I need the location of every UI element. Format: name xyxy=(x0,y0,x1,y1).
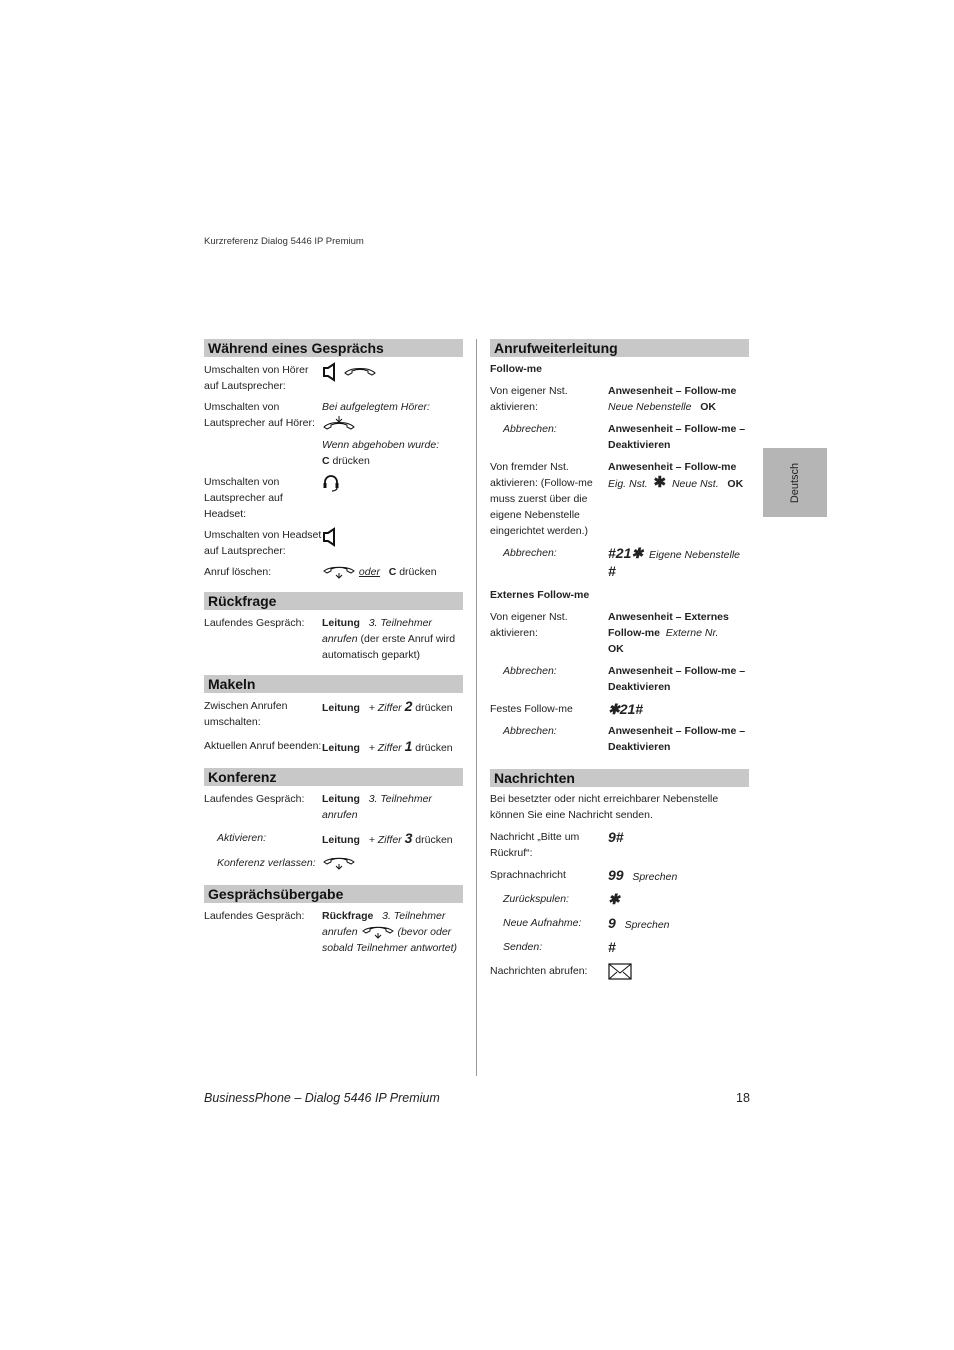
right-column xyxy=(490,339,749,980)
row-note: Bei aufgelegtem Hörer: xyxy=(322,401,430,413)
row-label: Abbrechen: xyxy=(503,547,557,559)
section-title: Rückfrage xyxy=(204,592,463,610)
code-keys: #21✱ xyxy=(608,545,644,561)
row-label: Festes Follow-me xyxy=(490,703,573,715)
digit-key: 2 xyxy=(404,698,413,715)
row-label: Zwischen Anrufen umschalten: xyxy=(204,700,288,729)
row-label: Umschalten von Lautsprecher auf Hörer: xyxy=(204,401,315,429)
row-label: Laufendes Gespräch: xyxy=(204,793,305,806)
list-item xyxy=(204,527,463,559)
list-item xyxy=(204,791,463,823)
key-label: C xyxy=(388,566,397,579)
row-label: Nachrichten abrufen: xyxy=(490,965,588,977)
row-note: 3. Teilnehmer anrufen xyxy=(322,910,446,939)
ok-key: OK xyxy=(727,478,744,490)
list-item xyxy=(490,459,749,539)
row-label: Abbrechen: xyxy=(503,423,557,435)
row-note: 3. Teilnehmer anrufen xyxy=(322,793,432,822)
code-keys: # xyxy=(608,939,616,955)
speaker-icon xyxy=(322,527,340,547)
left-column xyxy=(204,339,463,956)
row-label: Anruf löschen: xyxy=(204,566,272,579)
key-label: Anwesenheit – Externes Follow-me xyxy=(608,611,729,639)
key-label: Anwesenheit – Follow-me – Deaktivieren xyxy=(608,665,746,693)
handset-icon xyxy=(322,415,356,431)
speaker-icon xyxy=(322,362,340,382)
list-item xyxy=(204,855,463,871)
row-label: Aktivieren: xyxy=(217,832,267,845)
star-key: ✱ xyxy=(653,474,667,491)
row-text: drücken xyxy=(412,834,453,847)
list-item xyxy=(204,908,463,956)
hash-key: # xyxy=(608,563,616,579)
list-item xyxy=(204,362,463,394)
section-title: Während eines Gesprächs xyxy=(204,339,463,357)
list-item xyxy=(490,915,749,933)
subsection-title: Follow-me xyxy=(490,363,542,375)
row-label: Laufendes Gespräch: xyxy=(204,617,305,630)
digit-key: 3 xyxy=(404,830,413,847)
row-label: Senden: xyxy=(503,941,543,953)
row-label: Von fremder Nst. aktivieren: (Follow-me muss zuerst über die eigene Nebenstelle eingerichtet werden.) xyxy=(490,461,593,537)
or-text: oder xyxy=(358,566,380,579)
footer-title xyxy=(204,1091,440,1105)
code-keys: ✱ xyxy=(608,891,620,907)
list-item xyxy=(490,609,749,657)
language-tab xyxy=(763,448,827,517)
row-note: Externe Nr. xyxy=(665,627,719,639)
list-item xyxy=(490,939,749,957)
list-item xyxy=(490,663,749,695)
row-label: Von eigener Nst. aktivieren: xyxy=(490,385,568,413)
subsection-title: Externes Follow-me xyxy=(490,589,590,601)
row-note: Sprechen xyxy=(632,871,678,883)
digit-key: 1 xyxy=(404,738,413,755)
page-number: 18 xyxy=(736,1091,750,1105)
row-text: drücken xyxy=(329,455,370,468)
section-title: Gesprächsübergabe xyxy=(204,885,463,903)
key-label: Leitung xyxy=(322,793,360,806)
key-label: Anwesenheit – Follow-me xyxy=(608,461,737,473)
row-note: + Ziffer xyxy=(368,702,402,715)
list-item xyxy=(490,383,749,415)
row-note: + Ziffer xyxy=(368,742,402,755)
row-note: Wenn abgehoben wurde: xyxy=(322,439,440,452)
row-note: Eigene Nebenstelle xyxy=(648,549,741,561)
row-label: Konferenz verlassen: xyxy=(217,857,316,870)
list-item xyxy=(490,701,749,719)
row-label: Nachricht „Bitte um Rückruf“: xyxy=(490,831,580,859)
handset-icon xyxy=(322,856,356,870)
running-header: Kurzreferenz Dialog 5446 IP Premium xyxy=(204,236,364,247)
ok-key: OK xyxy=(700,401,716,413)
row-label: Laufendes Gespräch: xyxy=(204,910,305,923)
row-label: Umschalten von Lautsprecher auf Headset: xyxy=(204,476,283,521)
column-divider xyxy=(476,339,477,1076)
list-item xyxy=(490,829,749,861)
section-intro: Bei besetzter oder nicht erreichbarer Nebenstelle können Sie eine Nachricht senden. xyxy=(490,793,719,821)
section-title: Anrufweiterleitung xyxy=(490,339,749,357)
footer-title-text: BusinessPhone – Dialog 5446 IP Premium xyxy=(204,1091,440,1105)
key-label: Leitung xyxy=(322,742,360,755)
list-item xyxy=(204,698,463,730)
list-item xyxy=(204,399,463,469)
row-note: Neue Nebenstelle xyxy=(608,401,692,413)
row-text: drücken xyxy=(412,742,453,755)
list-item xyxy=(490,545,749,581)
handset-icon xyxy=(361,925,395,939)
handset-icon xyxy=(322,565,356,579)
row-text: (der erste Anruf wird automatisch geparkt) xyxy=(322,633,456,662)
row-label: Aktuellen Anruf beenden: xyxy=(204,740,322,753)
code-keys: ✱21# xyxy=(608,701,644,717)
row-note: Neue Nst. xyxy=(671,478,719,490)
list-item xyxy=(490,421,749,453)
row-note: (bevor oder sobald Teilnehmer antwortet) xyxy=(322,926,458,955)
list-item xyxy=(204,830,463,848)
key-label: Leitung xyxy=(322,702,360,715)
code-keys: 9# xyxy=(608,829,624,845)
key-label: Leitung xyxy=(322,617,360,630)
list-item xyxy=(490,891,749,909)
handset-icon xyxy=(343,365,377,379)
key-label: Anwesenheit – Follow-me – Deaktivieren xyxy=(608,725,746,753)
language-tab-label: Deutsch xyxy=(789,462,801,503)
row-label: Abbrechen: xyxy=(503,665,557,677)
list-item xyxy=(490,963,749,980)
headset-icon xyxy=(322,474,340,492)
section-title: Nachrichten xyxy=(490,769,749,787)
row-label: Umschalten von Hörer auf Lautsprecher: xyxy=(204,364,309,392)
row-label: Umschalten von Headset auf Lautsprecher: xyxy=(204,529,322,558)
row-label: Von eigener Nst. aktivieren: xyxy=(490,611,568,639)
row-label: Abbrechen: xyxy=(503,725,557,737)
row-note: Eig. Nst. xyxy=(608,478,648,490)
key-label: Anwesenheit – Follow-me – Deaktivieren xyxy=(608,423,746,451)
list-item xyxy=(204,738,463,756)
envelope-icon xyxy=(608,963,632,980)
row-note: Sprechen xyxy=(624,919,670,931)
row-note: + Ziffer xyxy=(368,834,402,847)
ok-key: OK xyxy=(608,643,624,655)
key-label: Rückfrage xyxy=(322,910,374,923)
row-text: drücken xyxy=(412,702,453,715)
list-item xyxy=(204,564,463,580)
code-keys: 99 xyxy=(608,867,624,883)
code-keys: 9 xyxy=(608,915,616,931)
section-title: Makeln xyxy=(204,675,463,693)
row-label: Zurückspulen: xyxy=(503,893,569,905)
row-label: Sprachnachricht xyxy=(490,869,566,881)
row-label: Neue Aufnahme: xyxy=(503,917,582,929)
key-label: Anwesenheit – Follow-me xyxy=(608,385,737,397)
list-item xyxy=(490,723,749,755)
key-label: Leitung xyxy=(322,834,360,847)
row-text: drücken xyxy=(396,566,437,579)
list-item xyxy=(204,474,463,522)
row-note: 3. Teilnehmer anrufen xyxy=(322,617,432,646)
list-item xyxy=(490,867,749,885)
section-title: Konferenz xyxy=(204,768,463,786)
key-label: C xyxy=(322,455,330,468)
list-item xyxy=(204,615,463,663)
